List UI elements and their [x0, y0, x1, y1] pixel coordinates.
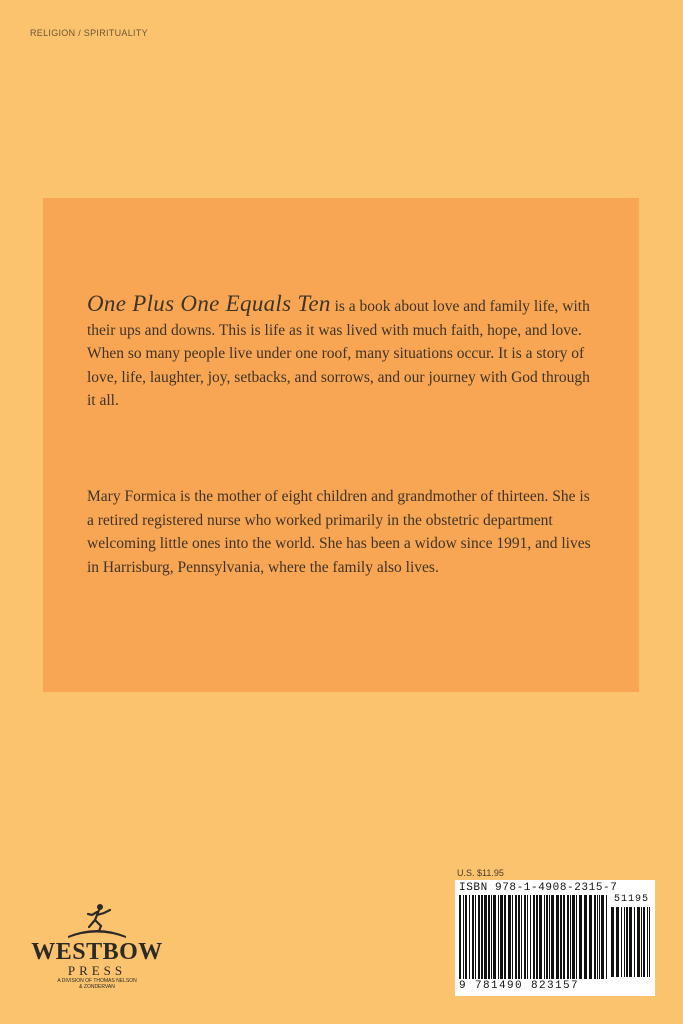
category-label: RELIGION / SPIRITUALITY — [30, 28, 148, 38]
isbn-label: ISBN 978-1-4908-2315-7 — [459, 882, 618, 894]
publisher-brand: WESTBOW — [31, 939, 163, 965]
isbn-digits: 9 781490 823157 — [459, 980, 580, 992]
barcode-bars — [459, 895, 609, 981]
figure-on-book-icon — [62, 900, 132, 940]
publisher-press: PRESS — [67, 963, 127, 978]
book-blurb — [87, 292, 595, 413]
author-bio: Mary Formica is the mother of eight children and grandmother of thirteen. She is a retired registered nurse who worked primarily in the obstetric department welcoming little ones into the world. She has been a widow since 1991, and lives in Harrisburg, Pennsylvania, where the family also lives. — [87, 488, 591, 576]
publisher-tagline-1: A DIVISION OF THOMAS NELSON — [57, 978, 137, 984]
addon-bars — [611, 907, 653, 979]
blurb-text: is a book about love and family life, with their ups and downs. This is life as it was lived with much faith, hope, and love. When so many people live under one roof, many situations occur. It is a story of love, life, laughter, joy, setbacks, and sorrows, and our journey with God through it all. — [87, 298, 590, 410]
publisher-tagline-2: & ZONDERVAN — [79, 984, 115, 990]
barcode-addon: 51195 — [614, 894, 650, 905]
publisher-logo — [22, 900, 172, 1010]
book-title: One Plus One Equals Ten — [87, 291, 331, 316]
barcode — [455, 880, 655, 996]
description-panel — [43, 198, 639, 692]
price-label: U.S. $11.95 — [457, 868, 504, 878]
